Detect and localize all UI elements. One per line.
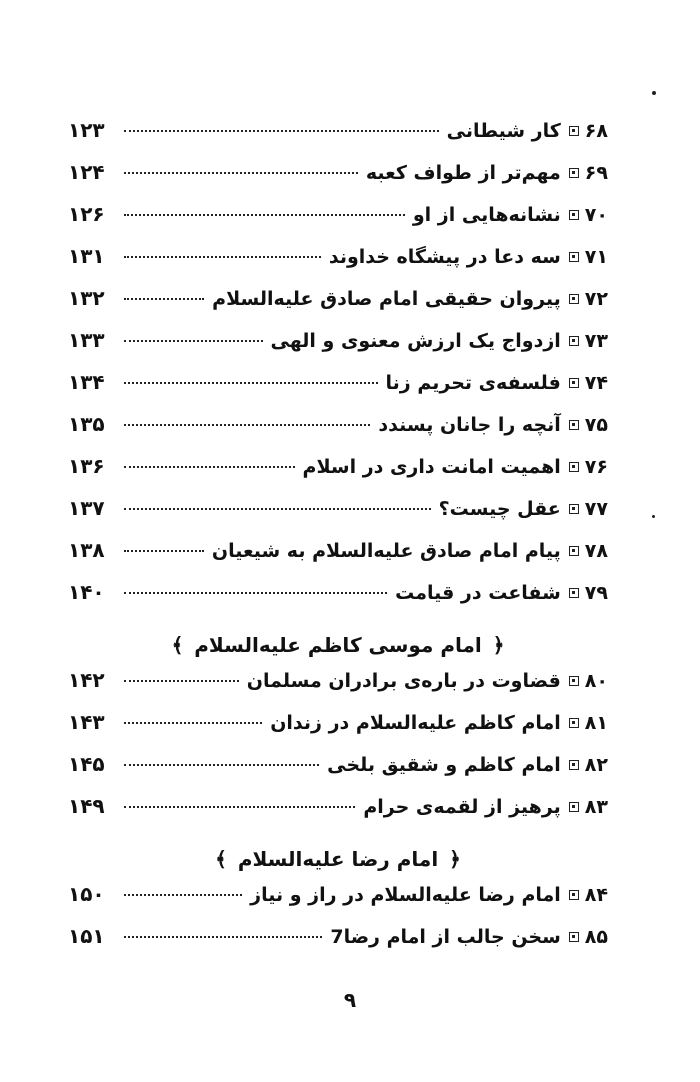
toc-entry[interactable] (68, 882, 608, 924)
entry-number: ۷۸ (584, 540, 608, 562)
toc-entry[interactable] (68, 412, 608, 454)
dot-leader (124, 550, 204, 552)
dot-leader (124, 806, 355, 808)
bullet-square-icon (569, 802, 579, 812)
section-heading-text: امام رضا علیه‌السلام (237, 847, 439, 871)
toc-entry[interactable] (68, 244, 608, 286)
entry-number: ۷۹ (584, 582, 608, 604)
bullet-square-icon (569, 294, 579, 304)
bullet-square-icon (569, 378, 579, 388)
toc-entry[interactable] (68, 496, 608, 538)
ink-speck (652, 515, 655, 518)
bullet-square-icon (569, 718, 579, 728)
ornament-brace-icon: ﴾ (215, 847, 227, 871)
entry-number: ۷۳ (584, 330, 608, 352)
bullet-square-icon (569, 168, 579, 178)
toc-entry[interactable] (68, 710, 608, 752)
entry-page: ۱۲۳ (68, 118, 105, 142)
entry-title: آنچه را جانان پسندد (378, 414, 561, 436)
ornament-brace-icon: ﴾ (171, 633, 184, 657)
entry-number: ۷۵ (584, 414, 608, 436)
toc-entry[interactable] (68, 370, 608, 412)
bullet-square-icon (569, 932, 579, 942)
bullet-square-icon (569, 462, 579, 472)
toc-entry[interactable] (68, 794, 608, 836)
entry-number: ۶۹ (584, 162, 608, 184)
bullet-square-icon (569, 420, 579, 430)
entry-page: ۱۳۷ (68, 496, 105, 520)
dot-leader (124, 936, 322, 938)
entry-number: ۷۲ (584, 288, 608, 310)
bullet-square-icon (569, 546, 579, 556)
bullet-square-icon (569, 210, 579, 220)
dot-leader (124, 382, 378, 384)
bullet-square-icon (569, 890, 579, 900)
entry-title: عقل چیست؟ (438, 498, 561, 520)
entry-title: نشانه‌هایی از او (412, 204, 561, 226)
ink-speck (652, 91, 656, 95)
dot-leader (124, 680, 239, 682)
dot-leader (124, 256, 321, 258)
entry-page: ۱۵۰ (68, 882, 105, 906)
dot-leader (124, 764, 319, 766)
entry-page: ۱۳۳ (68, 328, 105, 352)
entry-title: سه دعا در پیشگاه خداوند (328, 246, 561, 268)
toc-entry[interactable] (68, 668, 608, 710)
dot-leader (124, 424, 370, 426)
entry-page: ۱۴۰ (68, 580, 105, 604)
toc-entry[interactable] (68, 924, 608, 966)
entry-title: مهم‌تر از طواف کعبه (365, 162, 561, 184)
toc-entry[interactable] (68, 538, 608, 580)
bullet-square-icon (569, 504, 579, 514)
entry-page: ۱۳۶ (68, 454, 105, 478)
entry-number: ۷۷ (584, 498, 608, 520)
toc-entry[interactable] (68, 160, 608, 202)
entry-title: ازدواج یک ارزش معنوی و الهی (270, 330, 561, 352)
entry-title: امام کاظم علیه‌السلام در زندان (270, 712, 561, 734)
entry-title: پیروان حقیقی امام صادق علیه‌السلام (212, 288, 561, 310)
entry-title: فلسفه‌ی تحریم زنا (385, 372, 561, 394)
entry-page: ۱۴۹ (68, 794, 105, 818)
dot-leader (124, 508, 431, 510)
section-heading-text: امام موسی کاظم علیه‌السلام (194, 633, 482, 657)
entry-page: ۱۴۳ (68, 710, 105, 734)
entry-number: ۸۲ (584, 754, 608, 776)
dot-leader (124, 894, 242, 896)
entry-title: شفاعت در قیامت (395, 582, 561, 604)
entry-title: قضاوت در باره‌ی برادران مسلمان (246, 670, 561, 692)
entry-page: ۱۳۸ (68, 538, 105, 562)
toc-entry[interactable] (68, 454, 608, 496)
ornament-brace-icon: ﴿ (449, 847, 461, 871)
toc-entry[interactable] (68, 202, 608, 244)
toc-entry[interactable] (68, 118, 608, 160)
bullet-square-icon (569, 252, 579, 262)
entry-number: ۷۶ (584, 456, 608, 478)
page-number: ۹ (343, 988, 357, 1012)
bullet-square-icon (569, 336, 579, 346)
bullet-square-icon (569, 588, 579, 598)
entry-page: ۱۳۱ (68, 244, 105, 268)
section-heading (68, 836, 608, 882)
entry-number: ۷۱ (584, 246, 608, 268)
entry-title: کار شیطانی (446, 120, 561, 142)
dot-leader (124, 130, 439, 132)
entry-number: ۶۸ (584, 120, 608, 142)
bullet-square-icon (569, 126, 579, 136)
entry-title: امام رضا علیه‌السلام در راز و نیاز (250, 884, 561, 906)
dot-leader (124, 592, 387, 594)
entry-page: ۱۲۴ (68, 160, 105, 184)
table-of-contents (68, 118, 608, 966)
entry-page: ۱۳۲ (68, 286, 105, 310)
toc-entry[interactable] (68, 752, 608, 794)
toc-entry[interactable] (68, 328, 608, 370)
entry-number: ۷۴ (584, 372, 608, 394)
toc-entry[interactable] (68, 580, 608, 622)
entry-number: ۷۰ (584, 204, 608, 226)
entry-title: پرهیز از لقمه‌ی حرام (363, 796, 561, 818)
dot-leader (124, 298, 204, 300)
entry-number: ۸۰ (584, 670, 608, 692)
entry-page: ۱۳۴ (68, 370, 105, 394)
bullet-square-icon (569, 760, 579, 770)
entry-number: ۸۴ (584, 884, 608, 906)
entry-title: سخن جالب از امام رضا7 (330, 926, 561, 948)
toc-entry[interactable] (68, 286, 608, 328)
bullet-square-icon (569, 676, 579, 686)
dot-leader (124, 466, 295, 468)
dot-leader (124, 172, 358, 174)
entry-page: ۱۵۱ (68, 924, 105, 948)
entry-number: ۸۱ (584, 712, 608, 734)
entry-title: امام کاظم و شقیق بلخی (327, 754, 561, 776)
ornament-brace-icon: ﴿ (492, 633, 505, 657)
entry-title: اهمیت امانت داری در اسلام (302, 456, 561, 478)
dot-leader (124, 214, 405, 216)
entry-page: ۱۴۲ (68, 668, 105, 692)
entry-page: ۱۳۵ (68, 412, 105, 436)
entry-number: ۸۵ (584, 926, 608, 948)
dot-leader (124, 722, 262, 724)
entry-page: ۱۴۵ (68, 752, 105, 776)
entry-title: پیام امام صادق علیه‌السلام به شیعیان (211, 540, 561, 562)
entry-page: ۱۲۶ (68, 202, 105, 226)
dot-leader (124, 340, 263, 342)
entry-number: ۸۳ (584, 796, 608, 818)
section-heading (68, 622, 608, 668)
